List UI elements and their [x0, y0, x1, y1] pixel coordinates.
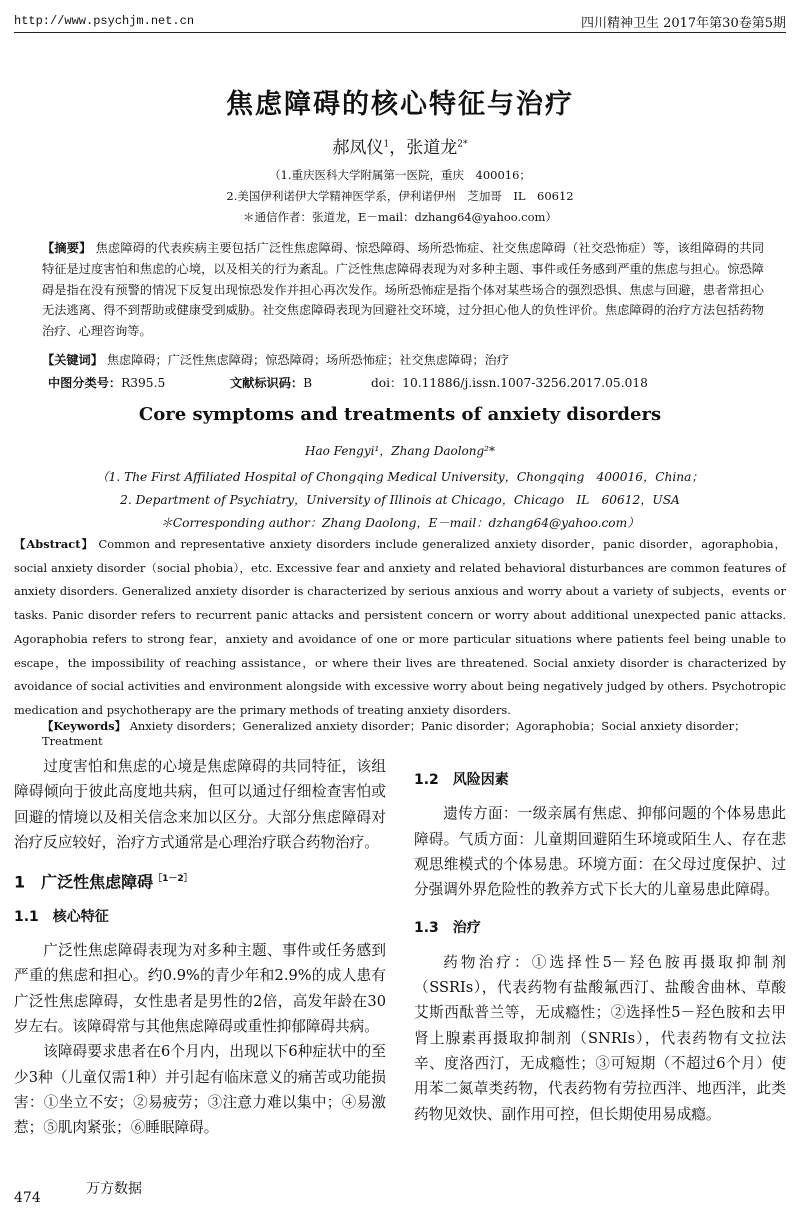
english-abstract — [14, 533, 786, 723]
author-1-sup: 1 — [383, 139, 390, 150]
english-keywords-label: 【Keywords】 — [42, 719, 127, 733]
clc-value: R395.5 — [121, 376, 166, 390]
english-affiliation-2: 2. Department of Psychiatry，University of Illinois at Chicago，Chicago IL 60612，USA — [120, 493, 680, 507]
english-affiliation-1: （1. The First Affiliated Hospital of Chongqing Medical University，Chongqing 400016，China； — [96, 470, 704, 484]
doc-label: 文献标识码： — [230, 376, 304, 390]
english-abstract-text: Common and representative anxiety disorders include generalized anxiety disorder，panic disorder，agoraphobia，social anxiety disorder（social phobia），etc. Excessive fear and anxiety and related behavioral disturbances are common features of anxiety disorders. Generalized anxiety disorder is characterized by serious anxious and worry about a variety of subjects，events or tasks. Panic disorder refers to recurrent panic attacks and persistent concern or worry about additional unexpected panic attacks. Agoraphobia refers to strong fear，anxiety and avoidance of one or more particular situations where patients feel being unable to escape，the impossibility of reaching assistance，or where their lives are threatened. Social anxiety disorder is characterized by avoidance of social activities and environment alongside with excessive worry about being negatively judged by others. Psychotropic medication and psychotherapy are the primary methods of treating anxiety disorders. — [14, 537, 786, 717]
english-keywords — [42, 718, 786, 748]
wanfang-watermark: 万方数据 — [86, 1181, 142, 1197]
author-2: 张道龙 — [406, 138, 458, 158]
cn-keywords — [42, 350, 764, 371]
english-title: Core symptoms and treatments of anxiety disorders — [138, 404, 662, 425]
english-corresponding-note: ＊Corresponding author：Zhang Daolong，E－mail：dzhang64@yahoo.com） — [160, 516, 640, 530]
clc-number — [48, 374, 165, 391]
section-1-heading — [14, 867, 386, 895]
journal-url[interactable]: http://www.psychjm.net.cn — [14, 14, 195, 28]
doi[interactable]: doi：10.11886/j.issn.1007-3256.2017.05.018 — [371, 376, 648, 390]
section-1-2-heading: 1.2 风险因素 — [414, 772, 509, 788]
author-2-sup: 2* — [457, 139, 468, 150]
doc-code — [230, 374, 312, 391]
section-1-title: 1 广泛性焦虑障碍 — [14, 872, 154, 892]
intro-paragraph: 过度害怕和焦虑的心境是焦虑障碍的共同特征，该组障碍倾向于彼此高度地共病，但可以通过仔细检查害怕或回避的情境以及相关信念来加以区分。大部分焦虑障碍对治疗反应较好，治疗方式通常是心理治疗联合药物治疗。 — [14, 758, 386, 851]
running-header — [14, 10, 786, 33]
author-1: 郝凤仪 — [332, 138, 384, 158]
clc-label: 中图分类号： — [48, 376, 122, 390]
section-1-1-heading: 1.1 核心特征 — [14, 908, 109, 925]
author-line — [0, 133, 800, 158]
corresponding-note: ＊通信作者：张道龙，E－mail：dzhang64@yahoo.com） — [243, 210, 557, 224]
affiliation-2: 2.美国伊利诺伊大学精神医学系，伊利诺伊州 芝加哥 IL 60612 — [226, 189, 574, 203]
right-column — [414, 758, 786, 1127]
section-1-2-paragraph: 遗传方面：一级亲属有焦虑、抑郁问题的个体易患此障碍。气质方面：儿童期回避陌生环境或陌生人、存在悲观思维模式的个体易患。环境方面：在父母过度保护、过分强调外界危险性的教养方式下长大的儿童易患此障碍。 — [414, 805, 786, 899]
left-column — [14, 754, 386, 1140]
author-sep: ， — [389, 138, 407, 158]
section-1-3-paragraph: 药物治疗：①选择性5－羟色胺再摄取抑制剂（SSRIs），代表药物有盐酸氟西汀、盐酸舍曲林、草酸艾斯西酞普兰等，无成瘾性；②选择性5－羟色胺和去甲肾上腺素再摄取抑制剂（SNRIs），代表药物有文拉法辛、度洛西汀，无成瘾性；③可短期（不超过6个月）使用苯二氮䓬类药物，代表药物有劳拉西泮、地西泮，此类药物见效快、副作用可控，但长期使用易成瘾。 — [414, 953, 786, 1123]
page-number: 474 — [14, 1190, 41, 1206]
cn-keywords-label: 【关键词】 — [42, 353, 103, 367]
cn-abstract-text: 焦虑障碍的代表疾病主要包括广泛性焦虑障碍、惊恐障碍、场所恐怖症、社交焦虑障碍（社交恐怖症）等，该组障碍的共同特征是过度害怕和焦虑的心境，以及相关的行为紊乱。广泛性焦虑障碍表现为对多种主题、事件或任务感到严重的焦虑与担心。惊恐障碍是指在没有预警的情况下反复出现惊恐发作并担心再次发作。场所恐怖症是指个体对某些场合的强烈恐惧、焦虑与回避，患者常担心无法逃离、得不到帮助或健康受到威胁。社交焦虑障碍表现为回避社交环境，过分担心他人的负性评价。焦虑障碍的治疗方法包括药物治疗、心理咨询等。 — [42, 241, 765, 339]
section-1-1-paragraph-2: 该障碍要求患者在6个月内，出现以下6种症状中的至少3种（儿童仅需1种）并引起有临床意义的痛苦或功能损害：①坐立不安；②易疲劳；③注意力难以集中；④易激惹；⑤肌肉紧张；⑥睡眠障碍。 — [14, 1043, 386, 1137]
english-abstract-label: 【Abstract】 — [14, 537, 94, 551]
section-1-ref[interactable]: ［1－2］ — [153, 874, 193, 885]
english-authors: Hao Fengyi¹，Zhang Daolong²* — [305, 444, 495, 458]
section-1-1-paragraph-1: 广泛性焦虑障碍表现为对多种主题、事件或任务感到严重的焦虑和担心。约0.9%的青少年和2.9%的成人患有广泛性焦虑障碍，女性患者是男性的2倍，高发年龄在30岁左右。该障碍常与其他焦虑障碍或重性抑郁障碍共病。 — [14, 942, 386, 1035]
journal-issue: 四川精神卫生 2017年第30卷第5期 — [580, 16, 786, 31]
cn-abstract-label: 【摘要】 — [42, 241, 92, 255]
article-title: 焦虑障碍的核心特征与治疗 — [226, 89, 574, 120]
section-1-3-heading: 1.3 治疗 — [414, 920, 481, 937]
doc-value: B — [303, 376, 313, 390]
english-keywords-text: Anxiety disorders；Generalized anxiety disorder；Panic disorder；Agoraphobia；Social anxiety disorder；Treatment — [42, 719, 746, 748]
affiliation-1: （1.重庆医科大学附属第一医院，重庆 400016； — [269, 168, 531, 182]
cn-keywords-text: 焦虑障碍；广泛性焦虑障碍；惊恐障碍；场所恐怖症；社交焦虑障碍；治疗 — [106, 353, 509, 367]
cn-abstract — [42, 238, 764, 342]
